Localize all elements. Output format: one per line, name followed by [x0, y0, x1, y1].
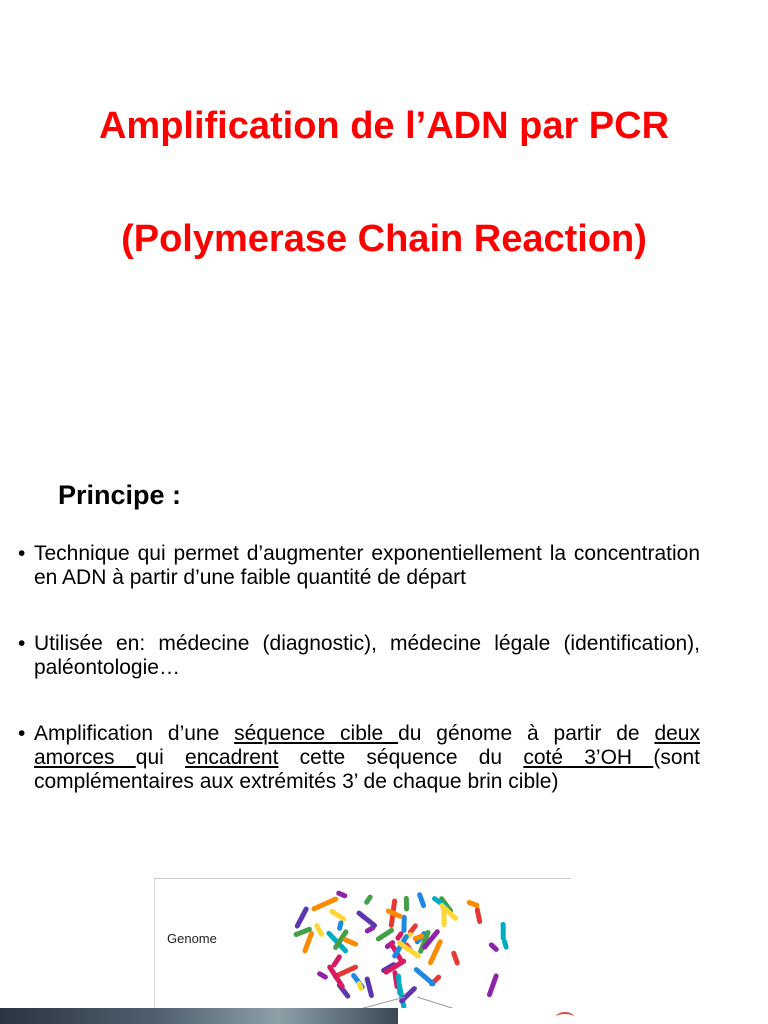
bottom-photo-strip: [0, 1008, 398, 1024]
chromosome-mark: [466, 899, 480, 908]
text-run: cette séquence du: [278, 746, 524, 769]
genome-figure: [154, 878, 571, 1009]
bullet-item-3: [18, 722, 700, 794]
chromosome-mark: [329, 908, 348, 922]
bullet-text: [18, 722, 700, 794]
genome-label: Genome: [167, 931, 217, 946]
text-run: (sont complémentaires aux extrémités 3’ de chaque brin cible): [34, 746, 701, 793]
underlined-term: séquence cible: [234, 722, 399, 745]
bullet-item-1: [18, 542, 700, 590]
chromosome-mark: [486, 973, 499, 998]
bullet-text: Technique qui permet d’augmenter exponentiellement la concentration en ADN à partir d’une faible quantité de départ: [34, 542, 700, 589]
bullet-text: Utilisée en: médecine (diagnostic), médecine légale (identification), paléontologie…: [34, 632, 700, 679]
underlined-term: coté 3’OH: [523, 746, 654, 769]
chromosome-mark: [474, 907, 482, 925]
dna-helix-icon: [556, 1012, 574, 1022]
chromosome-mark: [326, 964, 345, 990]
chromosome-mark: [355, 910, 378, 929]
chromosome-mark: [311, 896, 339, 912]
chromosome-mark: [294, 906, 310, 930]
chromosome-mark: [413, 966, 437, 987]
section-heading: Principe :: [58, 480, 182, 510]
chromosome-mark: [416, 892, 426, 909]
chromosome-mark: [364, 976, 374, 999]
chromosome-mark: [488, 941, 500, 953]
title-line-1: Amplification de l’ADN par PCR: [98, 105, 670, 147]
chromosomes-illustration: [155, 879, 571, 1009]
chromosome-mark: [501, 922, 506, 941]
title-line-2: (Polymerase Chain Reaction): [121, 218, 647, 260]
chromosome-mark: [342, 937, 359, 948]
bullet-marker: •: [18, 542, 26, 565]
bullet-marker: •: [18, 632, 26, 655]
chromosome-mark: [404, 896, 409, 912]
chromosome-mark: [313, 922, 324, 937]
text-run: du génome à partir de: [398, 722, 655, 745]
text-run: qui: [135, 746, 186, 769]
bottom-light-strip: [398, 1008, 768, 1024]
underlined-term: encadrent: [185, 746, 279, 769]
bullet-item-2: [18, 632, 700, 680]
bullet-marker: •: [18, 722, 26, 745]
chromosome-mark: [331, 953, 343, 968]
chromosome-mark: [363, 894, 373, 906]
chromosome-mark: [337, 920, 344, 931]
chromosome-mark: [501, 939, 509, 951]
text-run: Amplification d’une: [34, 722, 235, 745]
chromosome-mark: [375, 927, 395, 943]
chromosome-mark: [316, 970, 329, 980]
underlined-term: deux amorces: [34, 722, 700, 769]
chromosome-mark: [451, 950, 461, 966]
chromosome-mark: [401, 915, 406, 933]
chromosome-group: [293, 890, 509, 1009]
